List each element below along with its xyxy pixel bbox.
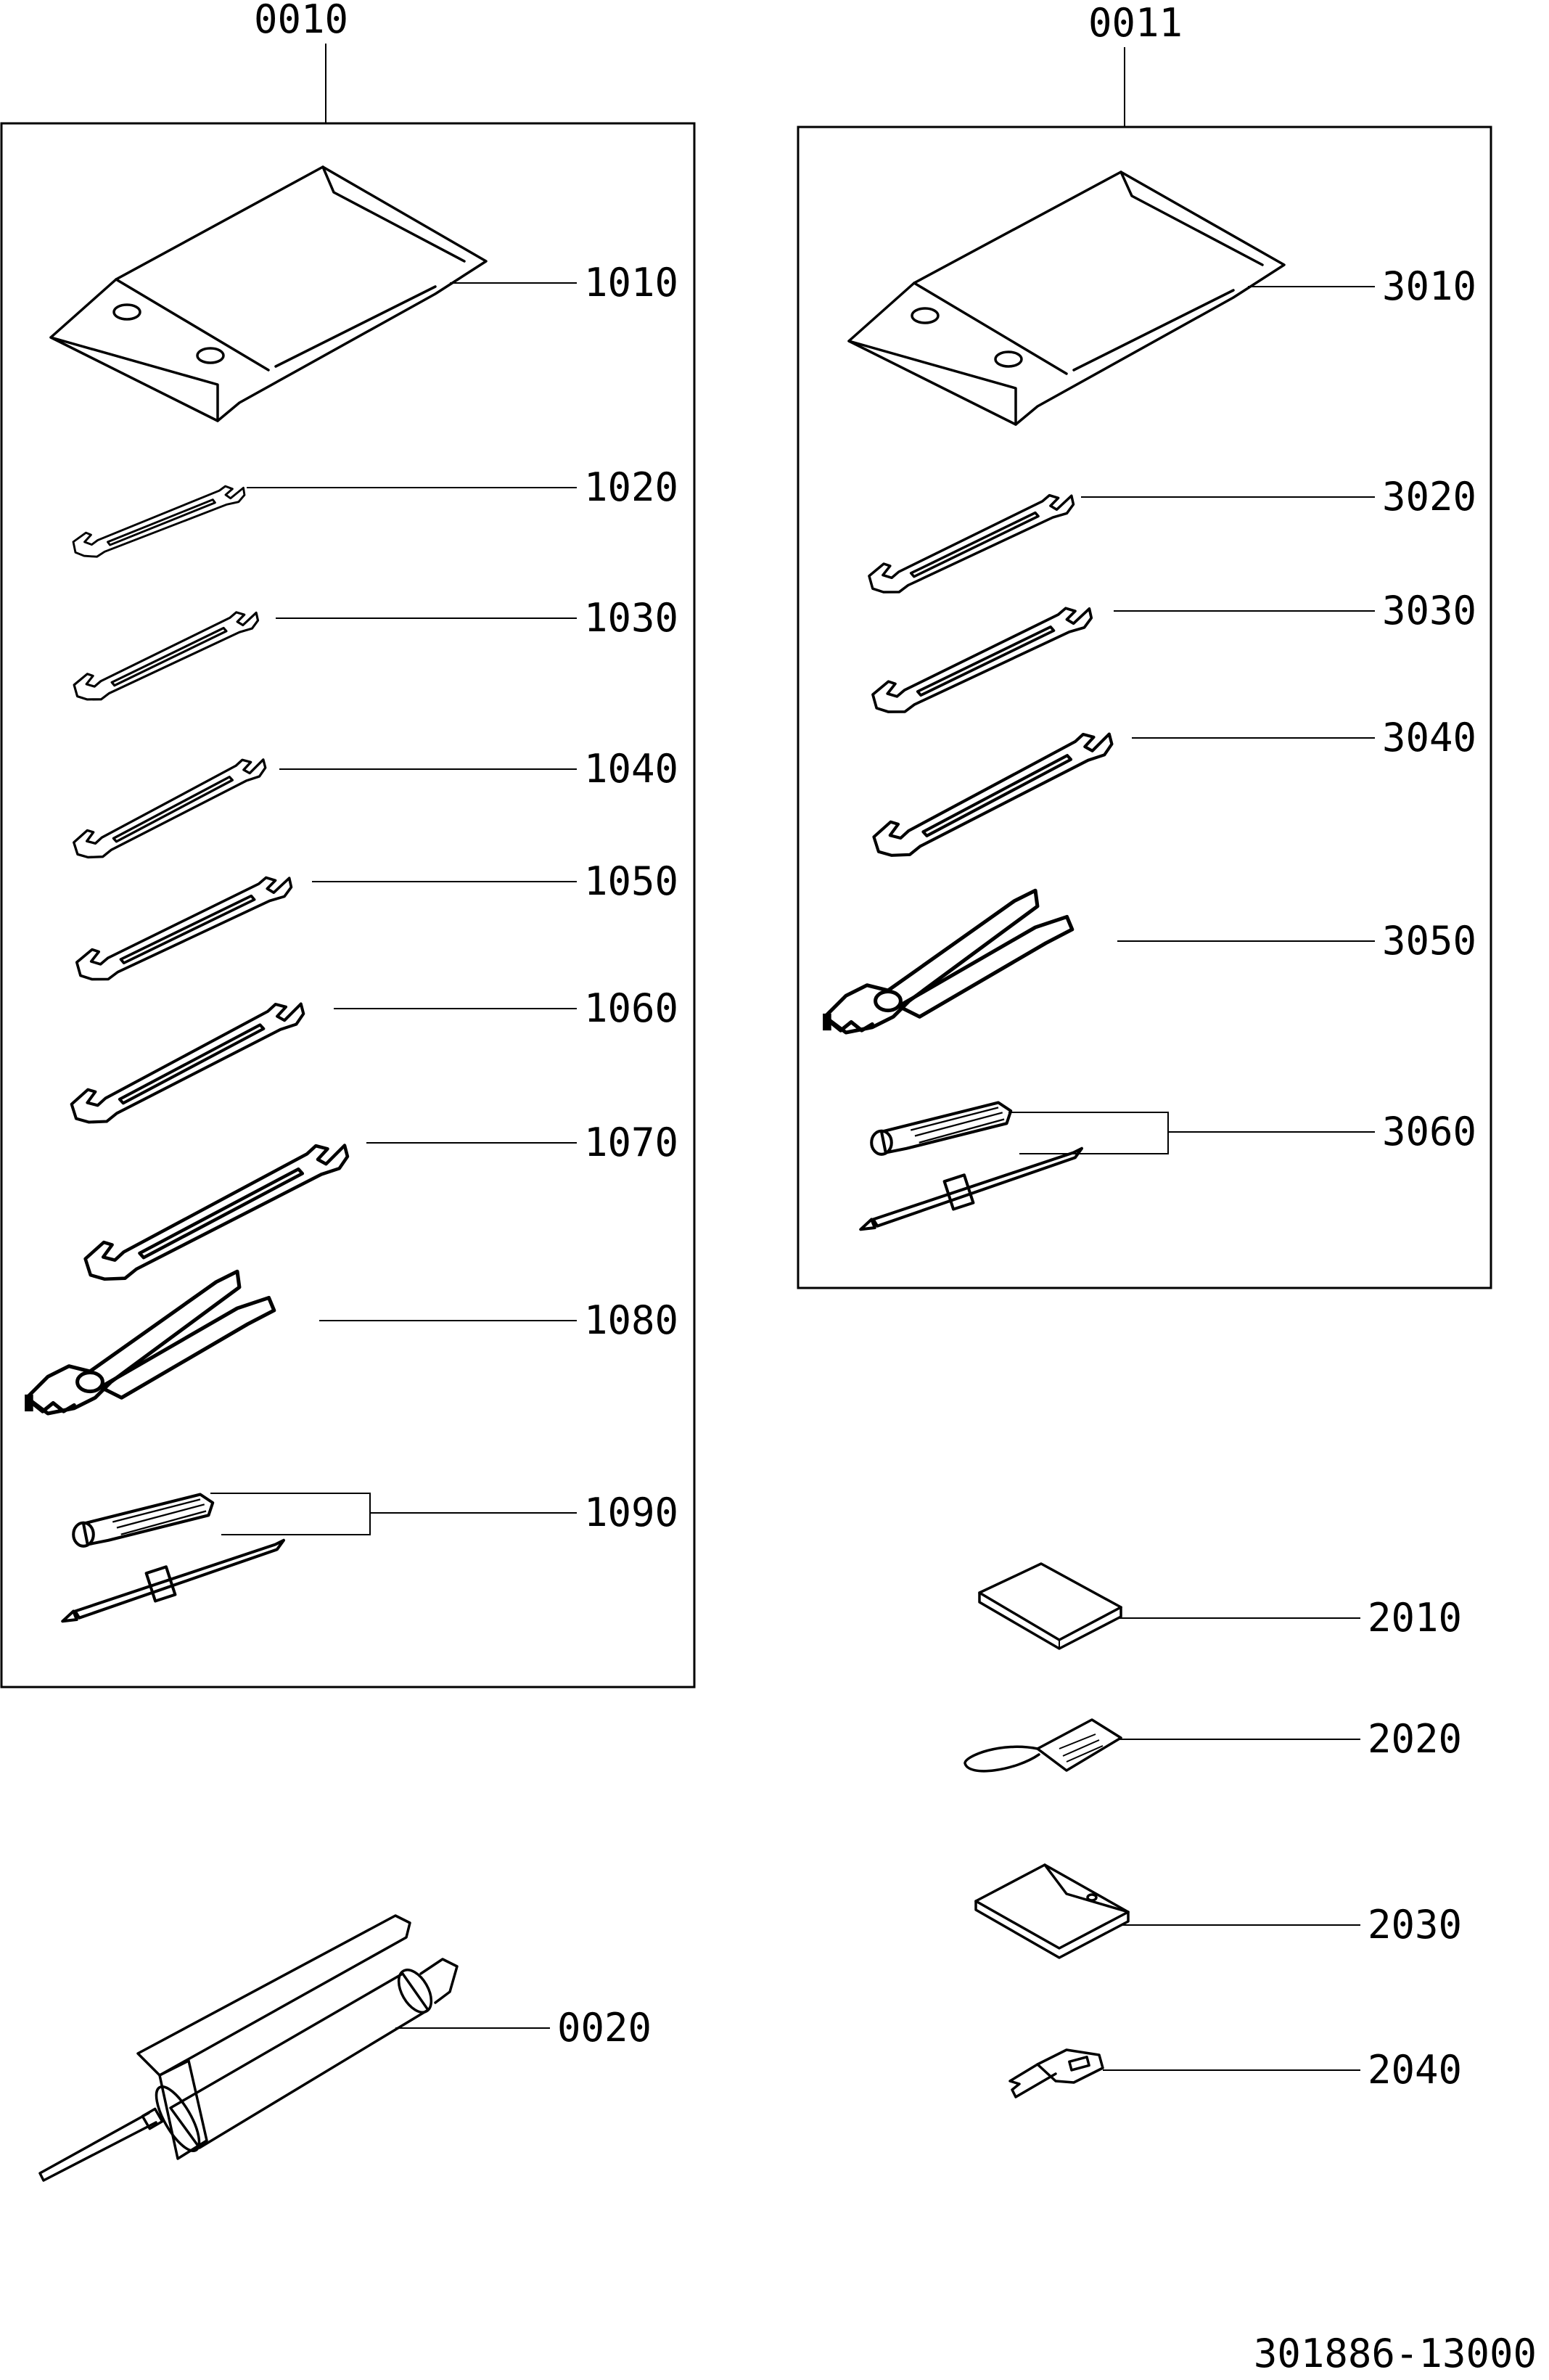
pliers-3050-icon [823, 890, 1072, 1033]
part-2040-label: 2040 [1368, 2047, 1463, 2093]
group-box-0010 [1, 123, 694, 1687]
part-3010-label: 3010 [1382, 263, 1477, 309]
part-2010-label: 2010 [1368, 1595, 1463, 1641]
part-3050-label: 3050 [1382, 918, 1477, 964]
part-1050-label: 1050 [584, 858, 679, 904]
envelope-icon [976, 1865, 1128, 1958]
part-2020-label: 2020 [1368, 1716, 1463, 1762]
part-1080-label: 1080 [584, 1297, 679, 1343]
wrench-1070-icon [80, 1135, 358, 1290]
part-3060-label: 3060 [1382, 1109, 1477, 1154]
wrench-3040-icon [869, 725, 1122, 866]
wrench-3020-icon [865, 488, 1080, 601]
part-3020-label: 3020 [1382, 474, 1477, 520]
tag-icon [965, 1720, 1121, 1771]
group-label-0010: 0010 [253, 0, 349, 42]
wrench-1040-icon [70, 752, 273, 866]
tool-bag-icon [51, 167, 486, 421]
group-label-0011: 0011 [1088, 0, 1183, 46]
screwdriver-1090-icon [62, 1495, 284, 1622]
wrench-1050-icon [73, 869, 299, 988]
part-0020-label: 0020 [557, 2005, 652, 2051]
part-1090-label: 1090 [584, 1490, 679, 1535]
part-1070-label: 1070 [584, 1120, 679, 1165]
grease-gun-icon [40, 1916, 457, 2180]
tool-bag-icon [849, 172, 1284, 424]
part-1010-label: 1010 [584, 260, 679, 305]
part-3040-label: 3040 [1382, 715, 1477, 760]
wrench-3030-icon [868, 600, 1099, 721]
drawing-number: 301886-13000 [1253, 2331, 1537, 2376]
part-2030-label: 2030 [1368, 1902, 1463, 1948]
wrench-1020-icon [70, 481, 250, 562]
leader-1090 [210, 1493, 577, 1535]
part-3030-label: 3030 [1382, 588, 1477, 633]
key-icon [1010, 2050, 1103, 2097]
part-1040-label: 1040 [584, 746, 679, 792]
manual-book-icon [979, 1564, 1121, 1649]
part-1030-label: 1030 [584, 595, 679, 641]
leader-3060 [1008, 1112, 1375, 1154]
part-1060-label: 1060 [584, 985, 679, 1031]
pliers-1080-icon [25, 1271, 274, 1413]
wrench-1060-icon [67, 995, 313, 1133]
wrench-1030-icon [70, 605, 265, 707]
part-1020-label: 1020 [584, 464, 679, 510]
screwdriver-3060-icon [860, 1103, 1082, 1230]
